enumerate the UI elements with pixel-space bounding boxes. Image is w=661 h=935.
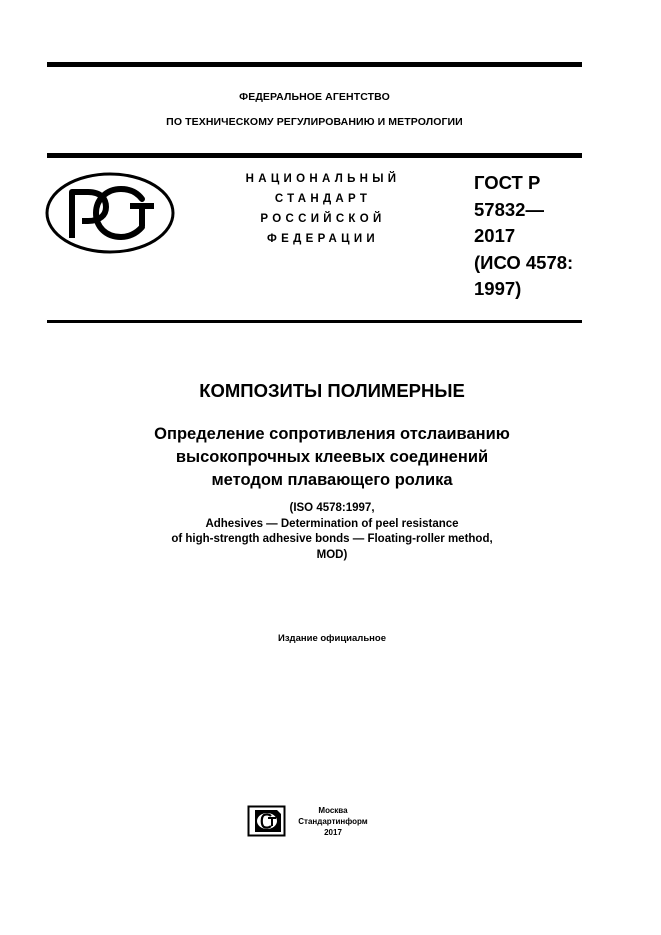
document-subtitle — [47, 423, 617, 492]
subtitle-line1: Определение сопротивления отслаиванию — [154, 425, 510, 443]
standard-designation — [474, 170, 584, 303]
subtitle-line2: высокопрочных клеевых соединений — [175, 448, 489, 466]
agency-name-line1: ФЕДЕРАЛЬНОЕ АГЕНТСТВО — [239, 91, 390, 103]
middle-rule — [47, 153, 582, 158]
top-rule — [47, 62, 582, 67]
rst-certification-mark-icon — [44, 172, 176, 254]
standard-type-line4: ФЕДЕРАЦИИ — [267, 233, 379, 245]
iso-reference-line4: MOD) — [316, 548, 348, 561]
bottom-rule — [47, 320, 582, 323]
publisher-name: Стандартинформ — [298, 817, 368, 826]
publisher-year: 2017 — [324, 828, 342, 837]
iso-reference-line2: Adhesives — Determination of peel resistance — [205, 517, 459, 530]
publisher-city: Москва — [318, 806, 348, 815]
designation-line4: (ИСО 4578: — [474, 251, 574, 273]
iso-reference-line3: of high-strength adhesive bonds — Floating-roller method, — [171, 533, 493, 545]
document-title: КОМПОЗИТЫ ПОЛИМЕРНЫЕ — [199, 380, 465, 401]
standard-type-line2: СТАНДАРТ — [274, 193, 372, 205]
publisher-info — [293, 805, 373, 838]
designation-line5: 1997) — [474, 278, 522, 299]
iso-reference — [47, 501, 617, 563]
subtitle-line3: методом плавающего ролика — [211, 471, 453, 489]
iso-reference-line1: (ISO 4578:1997, — [289, 502, 375, 514]
designation-line1: ГОСТ Р — [474, 172, 541, 193]
standartinform-logo-icon — [247, 805, 286, 837]
edition-label: Издание официальное — [278, 633, 386, 644]
designation-line2: 57832— — [474, 198, 544, 220]
designation-line3: 2017 — [474, 225, 516, 246]
agency-name-line2: ПО ТЕХНИЧЕСКОМУ РЕГУЛИРОВАНИЮ И МЕТРОЛОГИИ — [166, 116, 463, 128]
standard-type-line1: НАЦИОНАЛЬНЫЙ — [245, 173, 401, 185]
standard-type-line3: РОССИЙСКОЙ — [260, 213, 386, 225]
